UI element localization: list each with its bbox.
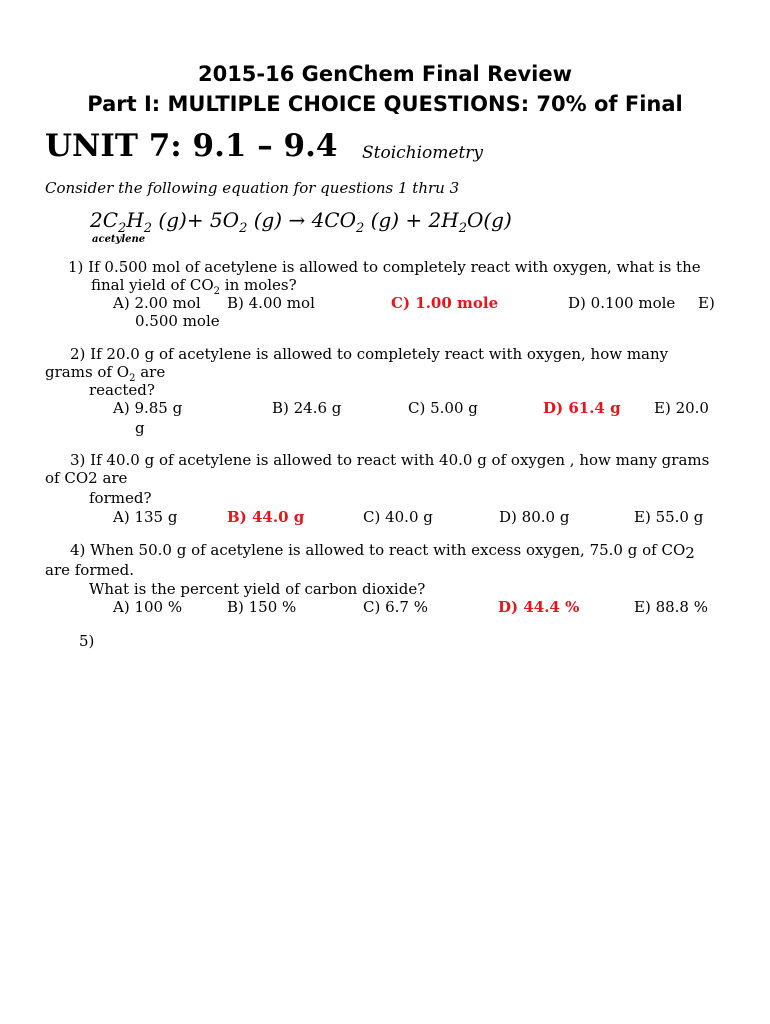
choice-3a: A) 135 g	[113, 508, 178, 526]
question-3-line2: of CO2 are	[45, 469, 128, 487]
choice-4e: E) 88.8 %	[634, 598, 708, 616]
choice-2c: C) 5.00 g	[408, 399, 478, 417]
choice-3c: C) 40.0 g	[363, 508, 433, 526]
question-2-line1: 2) If 20.0 g of acetylene is allowed to completely react with oxygen, how many	[70, 345, 669, 363]
choice-4c: C) 6.7 %	[363, 598, 428, 616]
question-4-line2: are formed.	[45, 561, 134, 579]
question-5: 5)	[79, 632, 95, 650]
choice-1a: A) 2.00 mol	[113, 294, 201, 312]
choice-4d-answer: D) 44.4 %	[498, 598, 580, 616]
choice-2a: A) 9.85 g	[113, 399, 183, 417]
chemical-equation: $2C_2H_2$ $(g)+ 5O_2$ $(g) \to 4CO_2$ $(g) + 2H_2O(g)$	[90, 208, 512, 236]
unit-topic: Stoichiometry	[362, 143, 484, 163]
choice-1b: B) 4.00 mol	[227, 294, 315, 312]
question-2-line2: grams of $O_2$ are	[45, 363, 166, 384]
page-title: 2015-16 GenChem Final Review	[197, 62, 573, 86]
choice-3d: D) 80.0 g	[499, 508, 570, 526]
question-1-line1: 1) If 0.500 mol of acetylene is allowed to completely react with oxygen, what is the	[68, 258, 701, 276]
choice-2e: E) 20.0	[654, 399, 709, 417]
question-1-line2: final yield of $CO_2$ in moles?	[91, 276, 297, 297]
question-2-line3: reacted?	[89, 381, 155, 399]
choice-3b-answer: B) 44.0 g	[227, 508, 305, 526]
question-4-line1: 4) When 50.0 g of acetylene is allowed to react with excess oxygen, 75.0 g of CO2	[70, 541, 695, 562]
choice-1e: E)	[698, 294, 715, 312]
choice-1c-answer: C) 1.00 mole	[391, 294, 499, 312]
choice-2d-answer: D) 61.4 g	[543, 399, 621, 417]
choice-2e-unit: g	[135, 419, 145, 437]
choice-1d: D) 0.100 mole	[568, 294, 676, 312]
question-4-line3: What is the percent yield of carbon dioxide?	[89, 580, 426, 598]
choice-4a: A) 100 %	[113, 598, 183, 616]
choice-3e: E) 55.0 g	[634, 508, 704, 526]
question-3-line3: formed?	[89, 489, 152, 507]
question-3-line1: 3) If 40.0 g of acetylene is allowed to react with 40.0 g of oxygen , how many grams	[70, 451, 710, 469]
choice-1e-value: 0.500 mole	[135, 312, 220, 330]
unit-heading: UNIT 7: 9.1 – 9.4	[45, 128, 338, 164]
choice-4b: B) 150 %	[227, 598, 297, 616]
intro-text: Consider the following equation for questions 1 thru 3	[45, 179, 460, 197]
equation-label: acetylene	[92, 234, 146, 245]
choice-2b: B) 24.6 g	[272, 399, 342, 417]
page-subtitle: Part I: MULTIPLE CHOICE QUESTIONS: 70% of Final	[87, 92, 683, 116]
